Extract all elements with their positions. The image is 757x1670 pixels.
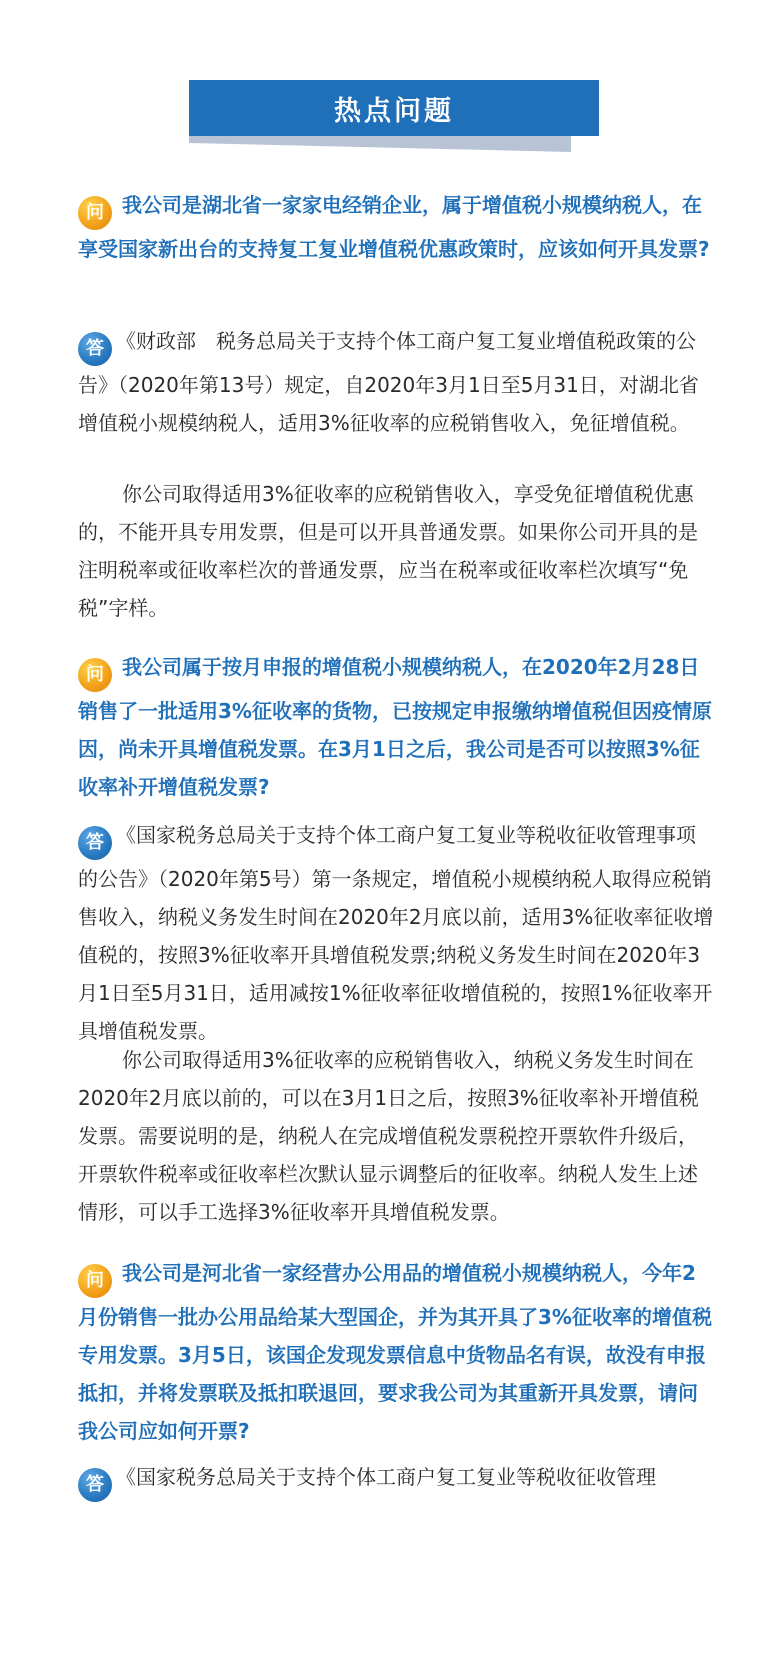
answer-badge-icon: 答 [78, 332, 112, 366]
answer-3-text: 《国家税务总局关于支持个体工商户复工复业等税收征收管理 [116, 1465, 656, 1489]
answer-2-text: 《国家税务总局关于支持个体工商户复工复业等税收征收管理事项的公告》（2020年第5号）第一条规定，增值税小规模纳税人取得应税销售收入，纳税义务发生时间在2020年2月底以前，适用3%征收率征收增值税的，按照3%征收率开具增值税发票;纳税义务发生时间在2020年3月1日至5月31日，适用减按1%征收率征收增值税的，按照1%征收率开具增值税发票。 [78, 823, 714, 1043]
answer-1-paragraph: 你公司取得适用3%征收率的应税销售收入，享受免征增值税优惠的，不能开具专用发票，但是可以开具普通发票。如果你公司开具的是注明税率或征收率栏次的普通发票，应当在税率或征收率栏次填写“免税”字样。 [78, 482, 698, 620]
question-3-text: 我公司是河北省一家经营办公用品的增值税小规模纳税人，今年2月份销售一批办公用品给某大型国企，并为其开具了3%征收率的增值税专用发票。3月5日，该国企发现发票信息中货物品名有误，故没有申报抵扣，并将发票联及抵扣联退回，要求我公司为其重新开具发票，请问我公司应如何开票? [78, 1261, 712, 1443]
banner-shadow [189, 134, 571, 152]
page-title: 热点问题 [334, 95, 454, 127]
answer-2 [78, 816, 714, 1050]
answer-1-text: 《财政部 税务总局关于支持个体工商户复工复业增值税政策的公告》（2020年第13号）规定，自2020年3月1日至5月31日，对湖北省增值税小规模纳税人，适用3%征收率的应税销售收入，免征增值税。 [78, 329, 699, 435]
header-banner [189, 80, 599, 158]
question-badge-icon: 问 [78, 196, 112, 230]
question-1 [78, 186, 714, 268]
question-badge-icon: 问 [78, 658, 112, 692]
answer-1 [78, 322, 714, 442]
question-1-text: 我公司是湖北省一家家电经销企业，属于增值税小规模纳税人，在享受国家新出台的支持复工复业增值税优惠政策时，应该如何开具发票? [78, 193, 710, 261]
question-3 [78, 1254, 714, 1450]
question-badge-icon: 问 [78, 1264, 112, 1298]
answer-badge-icon: 答 [78, 826, 112, 860]
answer-2-paragraph: 你公司取得适用3%征收率的应税销售收入，纳税义务发生时间在2020年2月底以前的，可以在3月1日之后，按照3%征收率补开增值税发票。需要说明的是，纳税人在完成增值税发票税控开票软件升级后，开票软件税率或征收率栏次默认显示调整后的征收率。纳税人发生上述情形，可以手工选择3%征收率开具增值税发票。 [78, 1048, 699, 1224]
answer-3 [78, 1458, 714, 1502]
question-2-text: 我公司属于按月申报的增值税小规模纳税人，在2020年2月28日销售了一批适用3%征收率的货物，已按规定申报缴纳增值税但因疫情原因，尚未开具增值税发票。在3月1日之后，我公司是否可以按照3%征收率补开增值税发票? [78, 655, 712, 799]
question-2 [78, 648, 714, 806]
banner-box [189, 80, 599, 136]
answer-badge-icon: 答 [78, 1468, 112, 1502]
